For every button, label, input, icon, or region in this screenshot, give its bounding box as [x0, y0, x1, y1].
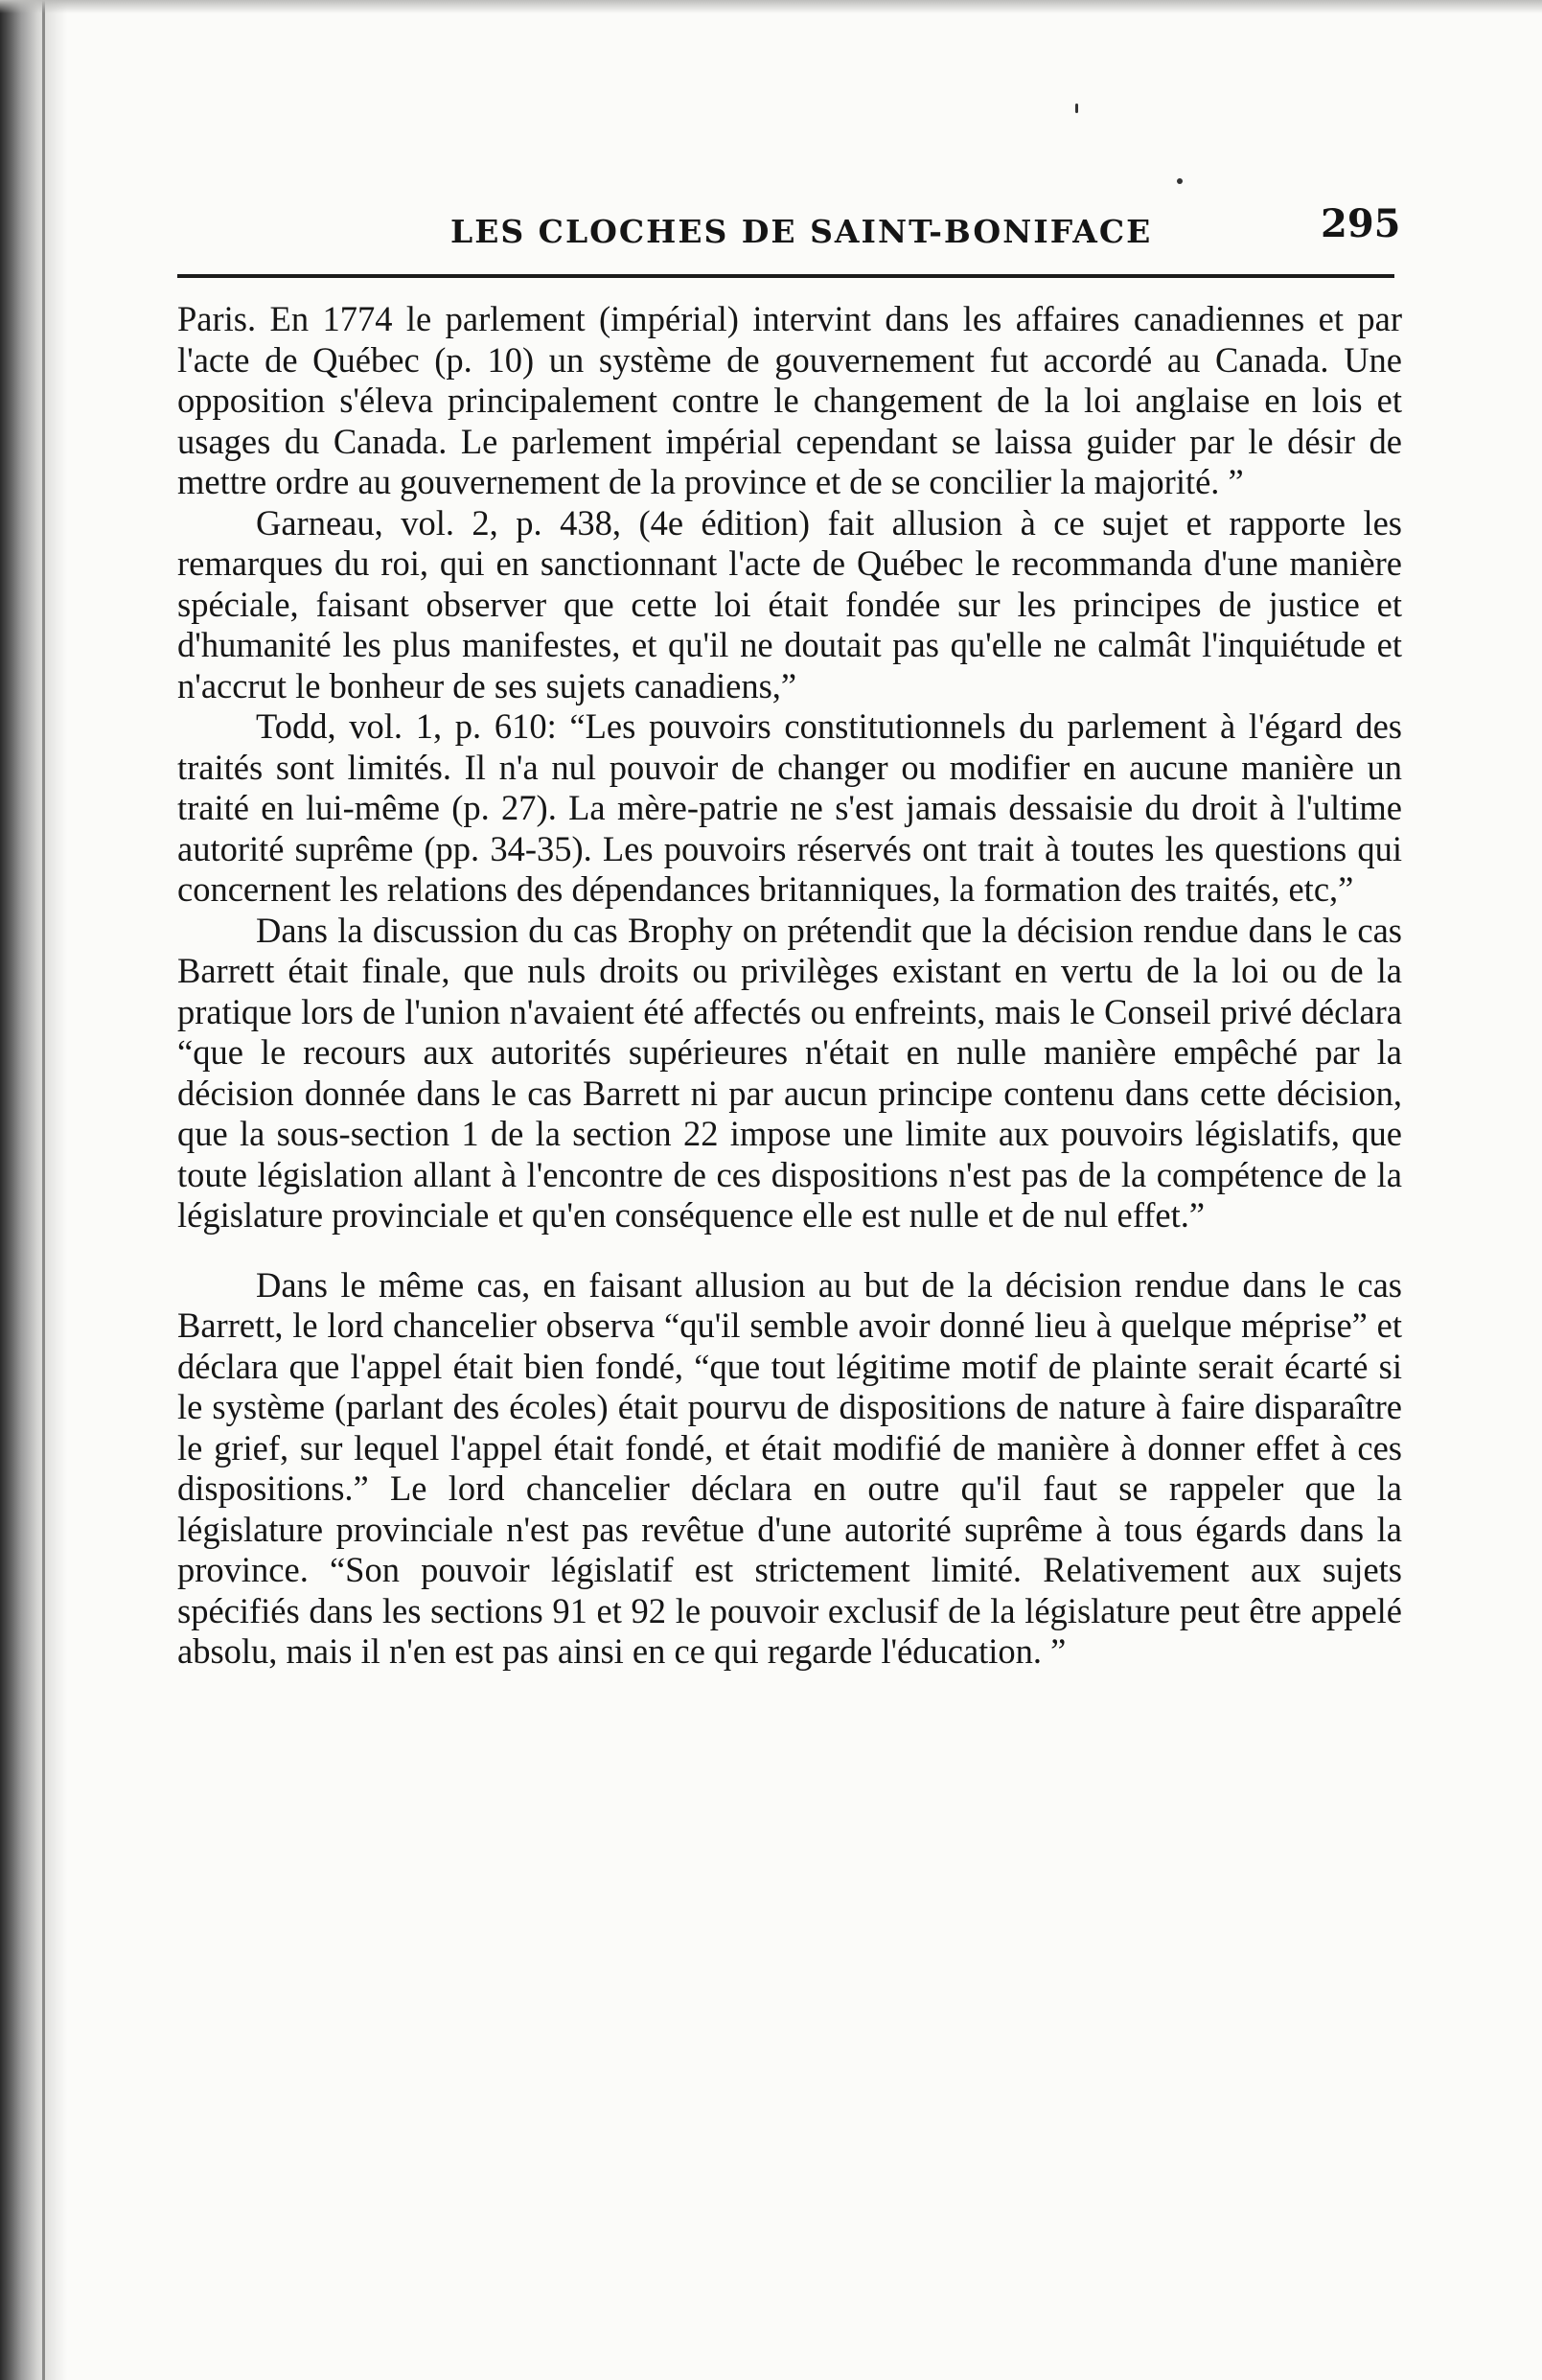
page-number: 295 [1321, 201, 1401, 246]
page-binding-edge [0, 0, 67, 2380]
ink-speck [1075, 104, 1078, 113]
paragraph-continued: Paris. En 1774 le parlement (impérial) intervint dans les affaires canadiennes et par l'acte de Québec (p. 10) un système de gouvernement fut accordé au Canada. Une opposition s'éleva principalement contre le changement de la loi anglaise en lois et usages du Canada. Le parlement impérial cependant se laissa guider par le désir de mettre ordre au gouvernement de la province et de se concilier la majorité. ” [177, 299, 1402, 501]
header-rule [177, 274, 1394, 278]
paragraph-garneau: Garneau, vol. 2, p. 438, (4e édition) fait allusion à ce sujet et rapporte les remarques du roi, qui en sanctionnant l'acte de Québec le recommanda d'une manière spéciale, faisant observer que cette loi était fondée sur les principes de justice et d'humanité les plus manifestes, et qu'il ne doutait pas qu'elle ne calmât l'inquiétude et n'accrut le bonheur de ses sujets canadiens,” [177, 502, 1402, 705]
running-title: LES CLOCHES DE SAINT-BONIFACE [450, 213, 1153, 250]
paragraph-brophy: Dans la discussion du cas Brophy on prétendit que la décision rendue dans le cas Barrett était finale, que nuls droits ou privilèges existant en vertu de la loi ou de la pratique lors de l'union n'avaient été affectés ou enfreints, mais le Conseil privé déclara “que le recours aux autorités supérieures n'était en nulle manière empêché par la décision donnée dans le cas Barrett ni par aucun principe contenu dans cette décision, que la sous-section 1 de la section 22 impose une limite aux pouvoirs législatifs, que toute législation allant à l'encontre de ces dispositions n'est pas de la compétence de la législature provinciale et qu'en conséquence elle est nulle et de nul effet.” [177, 910, 1402, 1235]
page-top-edge [0, 0, 1542, 13]
paragraph-lord-chancelier: Dans le même cas, en faisant allusion au but de la décision rendue dans le cas Barrett, le lord chancelier observa “qu'il semble avoir donné lieu à quelque méprise” et déclara que l'appel était bien fondé, “que tout légitime motif de plainte serait écarté si le système (parlant des écoles) était pourvu de dispositions de nature à faire disparaître le grief, sur lequel l'appel était fondé, et était modifié de manière à donner effet à ces dispositions.” Le lord chancelier déclara en outre qu'il faut se rappeler que la législature provinciale n'est pas revêtue d'une autorité suprême à tous égards dans la province. “Son pouvoir législatif est strictement limité. Relativement aux sujets spécifiés dans les sections 91 et 92 le pouvoir exclusif de la législature peut être appelé absolu, mais il n'en est pas ainsi en ce qui regarde l'éducation. ” [177, 1264, 1402, 1671]
binding-shadow-line [42, 0, 45, 2380]
ink-speck [1177, 178, 1183, 184]
paragraph-todd: Todd, vol. 1, p. 610: “Les pouvoirs constitutionnels du parlement à l'égard des traités sont limités. Il n'a nul pouvoir de changer ou modifier en aucune manière un traité en lui-même (p. 27). La mère-patrie ne s'est jamais dessaisie du droit à l'ultime autorité suprême (pp. 34-35). Les pouvoirs réservés ont trait à toutes les questions qui concernent les relations des dépendances britanniques, la formation des traités, etc,” [177, 706, 1402, 909]
body-text [177, 299, 1402, 1673]
